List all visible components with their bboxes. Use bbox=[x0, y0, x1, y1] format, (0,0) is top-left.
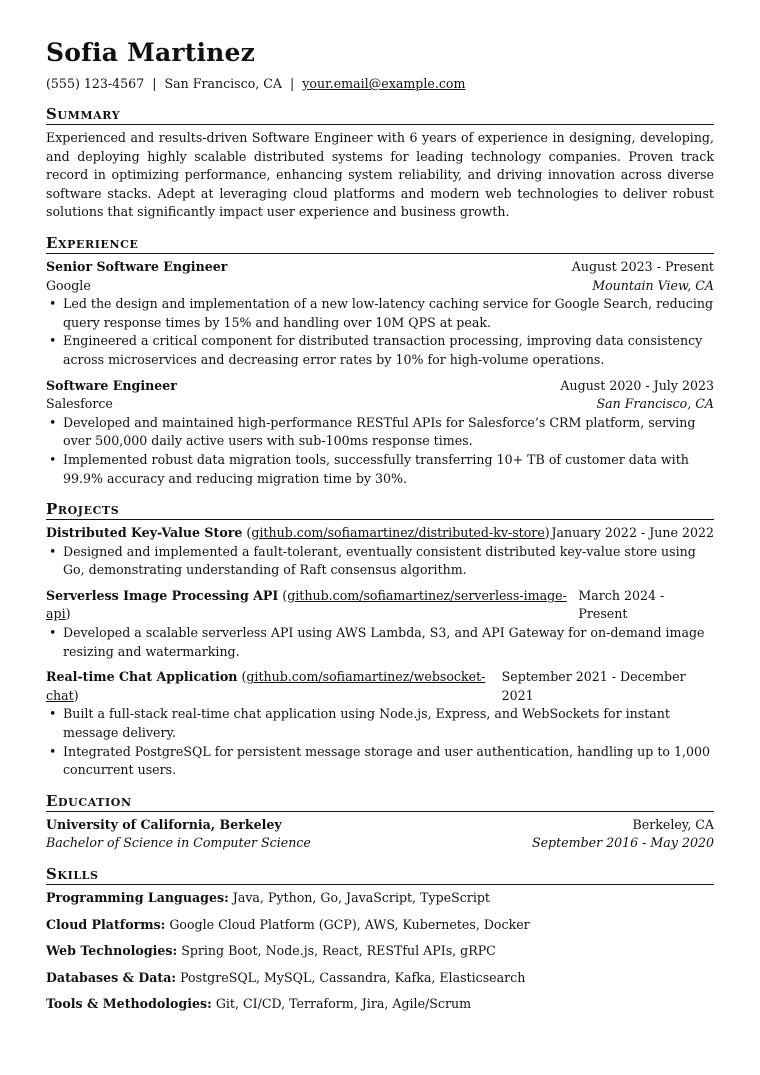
education-dates: September 2016 - May 2020 bbox=[531, 835, 714, 851]
school-location: Berkeley, CA bbox=[632, 816, 714, 832]
school-name: University of California, Berkeley bbox=[46, 816, 282, 832]
skill-line bbox=[46, 889, 714, 908]
candidate-name: Sofia Martinez bbox=[46, 38, 256, 67]
job-location: Mountain View, CA bbox=[592, 277, 714, 293]
project-dates: September 2021 - December 2021 bbox=[501, 669, 686, 703]
project-name: Serverless Image Processing API bbox=[46, 587, 279, 603]
experience-section bbox=[46, 234, 714, 488]
skill-label: Web Technologies: bbox=[46, 943, 178, 959]
project-name: Distributed Key-Value Store bbox=[46, 525, 243, 541]
phone-number: (555) 123-4567 bbox=[46, 76, 145, 91]
project-bullets bbox=[46, 624, 714, 661]
project-bullets bbox=[46, 543, 714, 580]
job-location: San Francisco, CA bbox=[596, 396, 714, 412]
job-bullets bbox=[46, 295, 714, 369]
project-name: Real-time Chat Application bbox=[46, 669, 238, 685]
skill-value: Git, CI/CD, Terraform, Jira, Agile/Scrum bbox=[215, 996, 472, 1012]
degree: Bachelor of Science in Computer Science bbox=[46, 835, 311, 851]
location: San Francisco, CA bbox=[164, 76, 283, 91]
skill-line bbox=[46, 942, 714, 961]
section-title-education: Education bbox=[46, 792, 714, 812]
job-role: Senior Software Engineer bbox=[46, 258, 228, 274]
project-dates: March 2024 - Present bbox=[578, 587, 665, 622]
skill-label: Programming Languages: bbox=[46, 890, 229, 905]
project-link[interactable]: github.com/sofiamartinez/serverless-image-api bbox=[46, 587, 567, 622]
project-link[interactable]: github.com/sofiamartinez/websocket-chat bbox=[46, 669, 486, 703]
contact-separator: | bbox=[152, 76, 157, 91]
skill-value: Google Cloud Platform (GCP), AWS, Kubernetes, Docker bbox=[169, 916, 530, 932]
bullet-item: • Led the design and implementation of a new low-latency caching service for Google Search, reducing query response times by 15% and handling over 10M QPS at peak. bbox=[46, 295, 714, 332]
contact-line bbox=[46, 75, 714, 93]
skills-section bbox=[46, 865, 714, 1014]
skill-line bbox=[46, 995, 714, 1014]
job-company: Salesforce bbox=[46, 396, 113, 412]
section-title-skills: Skills bbox=[46, 865, 714, 885]
job-dates: August 2023 - Present bbox=[571, 258, 714, 274]
job-bullets bbox=[46, 414, 714, 488]
project-entry: Distributed Key-Value Store (github.com/sofiamartinez/distributed-kv-store) January 2022 - June 2022 • Designed and implemented a fault-tolerant, eventually consistent distributed key-value store using Go, demonstrating understanding of Raft consensus algorithm. bbox=[46, 524, 714, 580]
education-section bbox=[46, 792, 714, 853]
section-title-experience: Experience bbox=[46, 234, 714, 254]
contact-separator: | bbox=[290, 76, 295, 91]
project-link[interactable]: github.com/sofiamartinez/distributed-kv-store bbox=[251, 525, 545, 541]
email-link[interactable]: your.email@example.com bbox=[302, 76, 466, 91]
project-entry: Real-time Chat Application (github.com/sofiamartinez/websocket-chat) September 2021 - December 2021 • Built a full-stack real-time chat application using Node.js, Express, and WebSockets for instant message delivery. • Integrated PostgreSQL for persistent message storage and user authentication, handling up to 1,000 concurrent users. bbox=[46, 668, 714, 780]
project-dates: January 2022 - June 2022 bbox=[551, 525, 714, 541]
skill-value: PostgreSQL, MySQL, Cassandra, Kafka, Elasticsearch bbox=[180, 969, 526, 985]
resume-page bbox=[46, 38, 714, 1026]
section-title-projects: Projects bbox=[46, 500, 714, 520]
bullet-item: • Integrated PostgreSQL for persistent message storage and user authentication, handling up to 1,000 concurrent users. bbox=[46, 743, 714, 780]
bullet-item: • Built a full-stack real-time chat application using Node.js, Express, and WebSockets for instant message delivery. bbox=[46, 705, 714, 742]
job-role: Software Engineer bbox=[46, 377, 177, 393]
skill-label: Cloud Platforms: bbox=[46, 916, 166, 932]
section-title-summary: Summary bbox=[46, 105, 714, 125]
job-entry bbox=[46, 377, 714, 489]
skill-line bbox=[46, 969, 714, 988]
job-dates: August 2020 - July 2023 bbox=[560, 377, 714, 393]
job-company: Google bbox=[46, 277, 91, 293]
skill-value: Spring Boot, Node.js, React, RESTful APIs, gRPC bbox=[181, 943, 496, 959]
bullet-item: • Designed and implemented a fault-tolerant, eventually consistent distributed key-value store using Go, demonstrating understanding of Raft consensus algorithm. bbox=[46, 543, 714, 580]
bullet-item: • Implemented robust data migration tools, successfully transferring 10+ TB of customer data with 99.9% accuracy and reducing migration time by 30%. bbox=[46, 451, 714, 488]
summary-text: Experienced and results-driven Software Engineer with 6 years of experience in designing, developing, and deploying highly scalable distributed systems for leading technology companies. Proven track record in optimizing performance, enhancing system reliability, and driving innovation across diverse software stacks. Adept at leveraging cloud platforms and modern web technologies to deliver robust solutions that significantly impact user experience and business growth. bbox=[46, 130, 714, 220]
projects-section bbox=[46, 500, 714, 780]
project-bullets bbox=[46, 705, 714, 779]
skill-label: Tools & Methodologies: bbox=[46, 996, 212, 1012]
job-entry bbox=[46, 258, 714, 370]
project-entry: Serverless Image Processing API (github.com/sofiamartinez/serverless-image-api) March 2024 - Present • Developed a scalable serverless API using AWS Lambda, S3, and API Gateway for on-demand image resizing and watermarking. bbox=[46, 587, 714, 661]
skill-label: Databases & Data: bbox=[46, 969, 177, 985]
bullet-item: • Engineered a critical component for distributed transaction processing, improving data consistency across microservices and decreasing error rates by 10% for high-volume operations. bbox=[46, 332, 714, 369]
skill-value: Java, Python, Go, JavaScript, TypeScript bbox=[232, 890, 490, 905]
bullet-item: • Developed a scalable serverless API using AWS Lambda, S3, and API Gateway for on-demand image resizing and watermarking. bbox=[46, 624, 714, 661]
skill-line bbox=[46, 916, 714, 935]
bullet-item: • Developed and maintained high-performance RESTful APIs for Salesforce’s CRM platform, serving over 500,000 daily active users with sub-100ms response times. bbox=[46, 414, 714, 451]
